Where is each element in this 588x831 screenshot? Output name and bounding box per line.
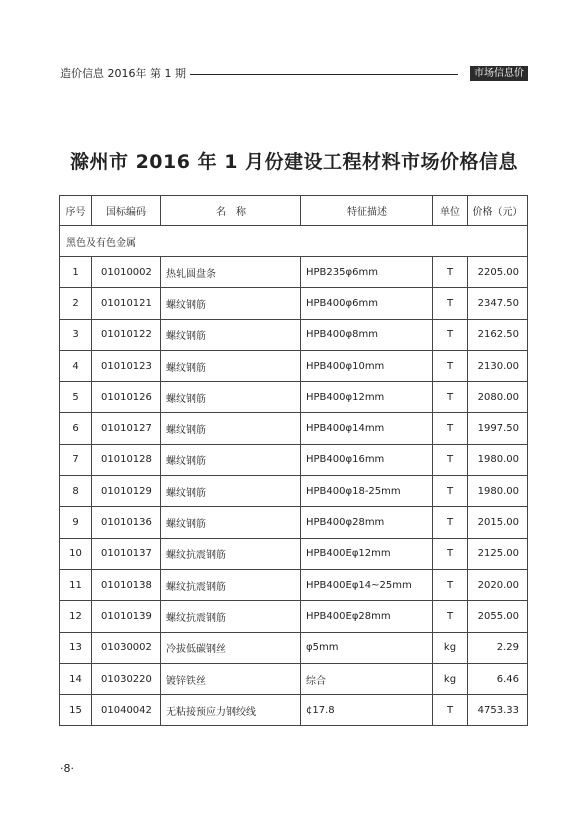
row-price: 2162.50: [468, 319, 528, 350]
row-price: 2130.00: [468, 350, 528, 381]
row-code: 01030002: [92, 632, 161, 663]
row-unit: kg: [433, 663, 468, 694]
row-spec: 综合: [301, 663, 433, 694]
column-header-no: 序号: [60, 196, 92, 226]
row-name: 无粘接预应力钢绞线: [161, 695, 301, 726]
table-row: [60, 444, 528, 475]
row-spec: HPB400φ10mm: [301, 350, 433, 381]
table-row: [60, 569, 528, 600]
row-code: 01010138: [92, 569, 161, 600]
column-header-code: 国标编码: [92, 196, 161, 226]
row-unit: T: [433, 350, 468, 381]
table-row: [60, 507, 528, 538]
row-unit: T: [433, 601, 468, 632]
row-no: 13: [60, 632, 92, 663]
row-price: 2055.00: [468, 601, 528, 632]
row-code: 01010129: [92, 476, 161, 507]
row-code: 01010122: [92, 319, 161, 350]
row-unit: T: [433, 569, 468, 600]
header-rule: [190, 74, 458, 75]
row-name: 螺纹钢筋: [161, 350, 301, 381]
page-number: ·8·: [60, 762, 74, 775]
row-no: 14: [60, 663, 92, 694]
row-no: 10: [60, 538, 92, 569]
row-price: 1980.00: [468, 444, 528, 475]
price-table: [59, 195, 528, 726]
row-spec: HPB400φ18-25mm: [301, 476, 433, 507]
table-row: [60, 663, 528, 694]
column-header-spec: 特征描述: [301, 196, 433, 226]
table-row: [60, 413, 528, 444]
table-row: [60, 476, 528, 507]
row-code: 01010123: [92, 350, 161, 381]
row-no: 8: [60, 476, 92, 507]
row-spec: HPB400φ16mm: [301, 444, 433, 475]
row-code: 01010127: [92, 413, 161, 444]
row-no: 7: [60, 444, 92, 475]
row-code: 01010126: [92, 382, 161, 413]
row-name: 镀锌铁丝: [161, 663, 301, 694]
row-name: 螺纹钢筋: [161, 382, 301, 413]
row-name: 冷拔低碳钢丝: [161, 632, 301, 663]
table-row: [60, 601, 528, 632]
column-header-name: 名 称: [161, 196, 301, 226]
row-price: 2015.00: [468, 507, 528, 538]
table-row: [60, 382, 528, 413]
row-spec: HPB400φ6mm: [301, 288, 433, 319]
row-name: 螺纹钢筋: [161, 476, 301, 507]
row-price: 1980.00: [468, 476, 528, 507]
row-no: 12: [60, 601, 92, 632]
row-name: 螺纹钢筋: [161, 444, 301, 475]
table-row: [60, 257, 528, 288]
row-unit: T: [433, 288, 468, 319]
journal-issue: 造价信息 2016年 第 1 期: [60, 67, 186, 80]
row-code: 01010136: [92, 507, 161, 538]
row-unit: T: [433, 538, 468, 569]
row-name: 螺纹钢筋: [161, 319, 301, 350]
row-name: 螺纹钢筋: [161, 413, 301, 444]
row-code: 01030220: [92, 663, 161, 694]
row-code: 01010137: [92, 538, 161, 569]
row-name: 热轧圆盘条: [161, 257, 301, 288]
row-spec: HPB400φ14mm: [301, 413, 433, 444]
row-spec: HPB400Eφ28mm: [301, 601, 433, 632]
row-no: 15: [60, 695, 92, 726]
table-row: [60, 350, 528, 381]
row-unit: T: [433, 695, 468, 726]
row-name: 螺纹钢筋: [161, 507, 301, 538]
row-spec: HPB400Eφ14~25mm: [301, 569, 433, 600]
column-header-unit: 单位: [433, 196, 468, 226]
row-name: 螺纹抗震钢筋: [161, 569, 301, 600]
row-unit: T: [433, 444, 468, 475]
row-unit: T: [433, 319, 468, 350]
row-no: 3: [60, 319, 92, 350]
row-no: 5: [60, 382, 92, 413]
row-price: 2080.00: [468, 382, 528, 413]
row-spec: HPB235φ6mm: [301, 257, 433, 288]
row-no: 2: [60, 288, 92, 319]
row-unit: kg: [433, 632, 468, 663]
category-row: [60, 226, 528, 257]
page-title: 滁州市 2016 年 1 月份建设工程材料市场价格信息: [69, 151, 519, 173]
row-price: 2205.00: [468, 257, 528, 288]
row-spec: HPB400φ12mm: [301, 382, 433, 413]
table-row: [60, 288, 528, 319]
row-no: 6: [60, 413, 92, 444]
row-unit: T: [433, 382, 468, 413]
row-unit: T: [433, 507, 468, 538]
row-code: 01010002: [92, 257, 161, 288]
row-spec: ¢17.8: [301, 695, 433, 726]
category-label: 黑色及有色金属: [60, 226, 528, 257]
row-no: 9: [60, 507, 92, 538]
row-price: 6.46: [468, 663, 528, 694]
row-code: 01010139: [92, 601, 161, 632]
row-price: 2.29: [468, 632, 528, 663]
row-code: 01040042: [92, 695, 161, 726]
row-no: 4: [60, 350, 92, 381]
column-header-price: 价格（元）: [468, 196, 528, 226]
row-name: 螺纹抗震钢筋: [161, 538, 301, 569]
row-unit: T: [433, 413, 468, 444]
row-unit: T: [433, 476, 468, 507]
row-spec: HPB400φ8mm: [301, 319, 433, 350]
row-spec: HPB400φ28mm: [301, 507, 433, 538]
table-row: [60, 695, 528, 726]
row-spec: HPB400Eφ12mm: [301, 538, 433, 569]
row-price: 2020.00: [468, 569, 528, 600]
table-row: [60, 319, 528, 350]
row-price: 1997.50: [468, 413, 528, 444]
running-header: [60, 67, 528, 83]
table-row: [60, 538, 528, 569]
row-no: 11: [60, 569, 92, 600]
row-price: 4753.33: [468, 695, 528, 726]
row-name: 螺纹抗震钢筋: [161, 601, 301, 632]
row-no: 1: [60, 257, 92, 288]
row-code: 01010121: [92, 288, 161, 319]
row-name: 螺纹钢筋: [161, 288, 301, 319]
section-tag: 市场信息价: [470, 66, 528, 81]
row-price: 2347.50: [468, 288, 528, 319]
row-code: 01010128: [92, 444, 161, 475]
row-spec: φ5mm: [301, 632, 433, 663]
table-row: [60, 632, 528, 663]
row-unit: T: [433, 257, 468, 288]
row-price: 2125.00: [468, 538, 528, 569]
table-header-row: [60, 196, 528, 226]
